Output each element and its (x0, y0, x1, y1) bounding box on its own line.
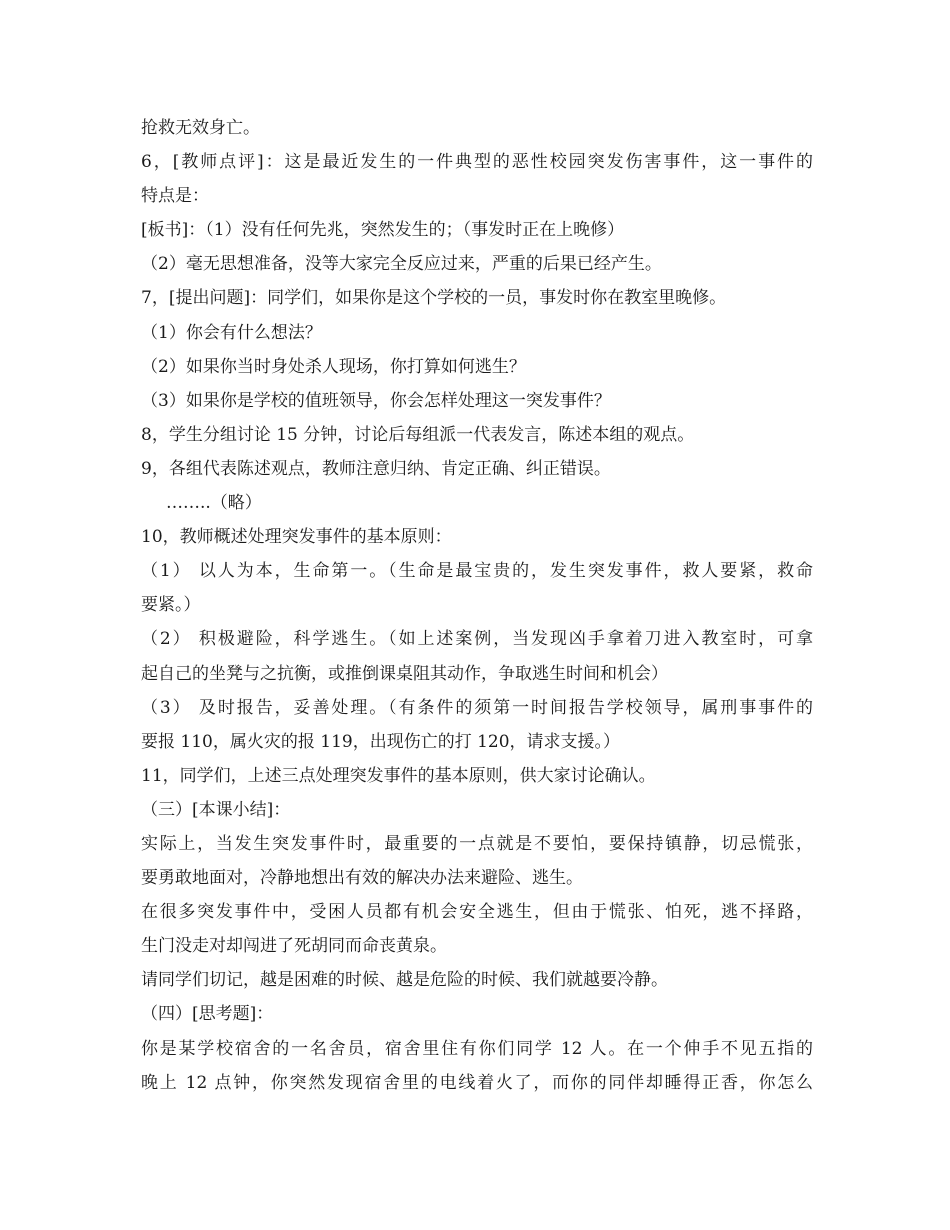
text-line: 10，教师概述处理突发事件的基本原则： (141, 527, 452, 548)
text-line: 要报 110，属火灾的报 119，出现伤亡的打 120，请求支援。） (141, 731, 621, 752)
text-line: （3） 及时报告，妥善处理。（有条件的须第一时间报告学校领导，属刑事事件的 (141, 697, 813, 718)
text-line: 你是某学校宿舍的一名舍员，宿舍里住有你们同学 12 人。在一个伸手不见五指的 (141, 1038, 813, 1059)
text-line: 11，同学们，上述三点处理突发事件的基本原则，供大家讨论确认。 (141, 765, 656, 786)
text-line: （2） 积极避险，科学逃生。（如上述案例，当发现凶手拿着刀进入教室时，可拿 (141, 629, 813, 650)
text-line: （1） 以人为本，生命第一。（生命是最宝贵的，发生突发事件，救人要紧，救命 (141, 561, 813, 582)
text-line: （三）[本课小结]： (141, 799, 291, 820)
text-line: 特点是： (141, 186, 209, 207)
text-line: 在很多突发事件中，受困人员都有机会安全逃生，但由于慌张、怕死，逃不择路， (141, 902, 813, 923)
text-line: 8，学生分组讨论 15 分钟，讨论后每组派一代表发言，陈述本组的观点。 (141, 424, 695, 445)
text-line: 6，[教师点评]：这是最近发生的一件典型的恶性校园突发伤害事件，这一事件的 (141, 152, 813, 173)
text-line: 要勇敢地面对，冷静地想出有效的解决办法来避险、逃生。 (141, 868, 583, 889)
text-line: 生门没走对却闯进了死胡同而命丧黄泉。 (141, 936, 447, 957)
text-line: （2）如果你当时身处杀人现场，你打算如何逃生？ (141, 356, 526, 377)
text-line: 起自己的坐凳与之抗衡，或推倒课桌阻其动作，争取逃生时间和机会） (141, 663, 668, 684)
text-line: 7，[提出问题]：同学们，如果你是这个学校的一员，事发时你在教室里晚修。 (141, 288, 727, 309)
text-line: [板书]：（1）没有任何先兆，突然发生的；（事发时正在上晚修） (141, 220, 625, 241)
document-body (141, 111, 813, 1100)
text-line: 要紧。） (141, 595, 201, 616)
text-line: 晚上 12 点钟，你突然发现宿舍里的电线着火了，而你的同伴却睡得正香，你怎么 (141, 1072, 813, 1093)
text-line: （四）[思考题]： (141, 1004, 274, 1025)
text-line: （3）如果你是学校的值班领导，你会怎样处理这一突发事件？ (141, 390, 611, 411)
text-line: 抢救无效身亡。 (141, 118, 260, 138)
text-line: （2）毫无思想准备，没等大家完全反应过来，严重的后果已经产生。 (141, 254, 662, 275)
text-line: ……..（略） (166, 493, 262, 514)
text-line: 请同学们切记，越是困难的时候、越是危险的时候、我们就越要冷静。 (141, 970, 668, 991)
text-line: 9，各组代表陈述观点，教师注意归纳、肯定正确、纠正错误。 (141, 458, 611, 479)
text-line: 实际上，当发生突发事件时，最重要的一点就是不要怕，要保持镇静，切忌慌张， (141, 833, 813, 854)
text-line: （1）你会有什么想法？ (141, 322, 322, 343)
